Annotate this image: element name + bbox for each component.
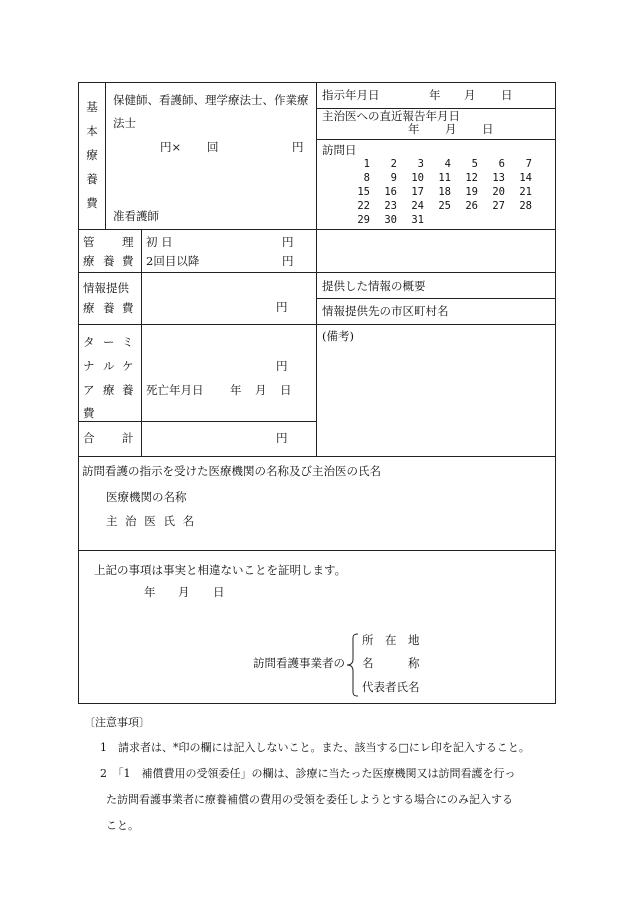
report-month[interactable]: 月 — [445, 122, 457, 136]
calendar-day[interactable]: 2 — [390, 158, 397, 170]
death-day[interactable]: 日 — [280, 383, 292, 397]
calendar-day[interactable]: 4 — [444, 158, 451, 170]
rule — [555, 82, 556, 704]
visit-date-label: 訪問日 — [322, 143, 357, 157]
calendar-day[interactable]: 26 — [465, 200, 478, 212]
first-day-label: 初 日 — [146, 235, 173, 249]
terminal-label-char: 養 — [122, 383, 134, 397]
terminal-label-char: ナ — [83, 359, 95, 373]
calendar-day[interactable]: 3 — [417, 158, 424, 170]
terminal-label-char: ケ — [122, 359, 134, 373]
rule — [78, 421, 317, 422]
instruction-day[interactable]: 日 — [501, 88, 513, 102]
basic-fee-label-char: 基 — [86, 100, 98, 114]
rule — [78, 703, 556, 704]
info-fee-amount[interactable]: 円 — [276, 300, 288, 314]
institution-name-label[interactable]: 医療機関の名称 — [106, 490, 187, 504]
calendar-day[interactable]: 9 — [390, 172, 397, 184]
instruction-year[interactable]: 年 — [429, 88, 441, 102]
management-label-char: 療 — [83, 254, 95, 268]
management-label-char: 管 — [83, 235, 95, 249]
basic-fee-label-char: 療 — [86, 148, 98, 162]
rule — [316, 298, 556, 299]
info-fee-label-line1: 情報提供 — [83, 281, 129, 295]
calendar-day[interactable]: 6 — [498, 158, 505, 170]
representative-field[interactable]: 代表者氏名 — [362, 680, 420, 694]
calendar-day[interactable]: 27 — [492, 200, 505, 212]
death-month[interactable]: 月 — [255, 383, 267, 397]
cert-year[interactable]: 年 — [144, 585, 156, 599]
note-item-2-line1: 2 「1 補償費用の受領委任」の欄は、診療に当たった医療機関又は訪問看護を行っ — [100, 767, 516, 780]
assistant-nurse-label: 准看護師 — [113, 209, 159, 223]
report-date-label: 主治医への直近報告年月日 — [322, 109, 460, 123]
calendar-day[interactable]: 5 — [471, 158, 478, 170]
calendar-day[interactable]: 15 — [357, 186, 370, 198]
management-label-char: 費 — [122, 254, 134, 268]
notes-heading: 〔注意事項〕 — [84, 716, 150, 729]
instruction-date-label: 指示年月日 — [322, 88, 380, 102]
calendar-day[interactable]: 29 — [357, 214, 370, 226]
terminal-label-char: ア — [83, 383, 95, 397]
calendar-day[interactable]: 17 — [411, 186, 424, 198]
calendar-day[interactable]: 28 — [519, 200, 532, 212]
death-date-label: 死亡年月日 — [146, 383, 204, 397]
total-label-char: 合 — [83, 431, 95, 445]
calendar-day[interactable]: 24 — [411, 200, 424, 212]
total-amount[interactable]: 円 — [276, 431, 288, 445]
terminal-label-char: ー — [103, 335, 115, 349]
remarks-label: (備考) — [322, 329, 354, 343]
second-onwards-amount[interactable]: 円 — [282, 254, 294, 268]
cert-day[interactable]: 日 — [213, 585, 225, 599]
instruction-month[interactable]: 月 — [464, 88, 476, 102]
calendar-day[interactable]: 22 — [357, 200, 370, 212]
report-year[interactable]: 年 — [408, 122, 420, 136]
basic-fee-label-char: 養 — [86, 172, 98, 186]
institution-heading: 訪問看護の指示を受けた医療機関の名称及び主治医の氏名 — [82, 464, 381, 478]
info-fee-label-char: 費 — [122, 301, 134, 315]
calendar-day[interactable]: 18 — [438, 186, 451, 198]
calendar-day[interactable]: 20 — [492, 186, 505, 198]
calendar-day[interactable]: 30 — [384, 214, 397, 226]
calendar-day[interactable]: 14 — [519, 172, 532, 184]
calendar-day[interactable]: 10 — [411, 172, 424, 184]
death-year[interactable]: 年 — [230, 383, 242, 397]
brace-icon — [346, 633, 360, 697]
yen-times-field[interactable]: 円× — [160, 140, 182, 154]
calendar-day[interactable]: 21 — [519, 186, 532, 198]
doctor-name-label[interactable]: 主 治 医 氏 名 — [106, 514, 197, 528]
management-label-char: 養 — [103, 254, 115, 268]
calendar-day[interactable]: 1 — [363, 158, 370, 170]
certification-statement: 上記の事項は事実と相違ないことを証明します。 — [94, 563, 347, 577]
calendar-day[interactable]: 19 — [465, 186, 478, 198]
info-city-label: 情報提供先の市区町村名 — [322, 304, 449, 318]
management-label-char: 理 — [122, 235, 134, 249]
terminal-label-char: ル — [103, 359, 115, 373]
calendar-day[interactable]: 8 — [363, 172, 370, 184]
rule — [78, 272, 556, 273]
rule — [78, 324, 556, 325]
info-summary-label: 提供した情報の概要 — [322, 279, 426, 293]
calendar-day[interactable]: 25 — [438, 200, 451, 212]
cert-month[interactable]: 月 — [178, 585, 190, 599]
basic-fee-amount-field[interactable]: 円 — [292, 140, 304, 154]
calendar-day[interactable]: 11 — [438, 172, 451, 184]
name-field[interactable]: 名 称 — [362, 656, 420, 670]
calendar-day[interactable]: 7 — [525, 158, 532, 170]
note-item-1: 1 請求者は、*印の欄には記入しないこと。また、該当する□にレ印を記入すること。 — [100, 741, 530, 754]
note-item-2-line2: た訪問看護事業者に療養補償の費用の受領を委任しようとする場合にのみ記入する — [106, 793, 513, 806]
info-fee-label-char: 療 — [83, 301, 95, 315]
terminal-label-char: ミ — [122, 335, 134, 349]
rule — [78, 82, 79, 704]
address-field[interactable]: 所 在 地 — [362, 633, 420, 647]
rule — [105, 82, 106, 229]
staff-types-line2: 法士 — [113, 116, 136, 130]
basic-fee-label-char: 本 — [86, 124, 98, 138]
rule — [78, 550, 556, 551]
total-label-char: 計 — [122, 431, 134, 445]
calendar-day[interactable]: 31 — [411, 214, 424, 226]
second-onwards-label: 2回目以降 — [146, 254, 200, 268]
terminal-fee-amount[interactable]: 円 — [276, 359, 288, 373]
visit-count-field[interactable]: 回 — [207, 140, 219, 154]
rule — [78, 229, 556, 230]
rule — [78, 456, 556, 457]
calendar-day[interactable]: 16 — [384, 186, 397, 198]
calendar-day[interactable]: 12 — [465, 172, 478, 184]
rule — [78, 82, 556, 83]
info-fee-label-char: 養 — [103, 301, 115, 315]
calendar-day[interactable]: 13 — [492, 172, 505, 184]
rule — [316, 139, 556, 140]
terminal-label-char: タ — [83, 335, 95, 349]
basic-fee-label-char: 費 — [86, 196, 98, 210]
operator-label: 訪問看護事業者の — [253, 656, 345, 670]
terminal-label-char: 療 — [103, 383, 115, 397]
terminal-label-char: 費 — [83, 406, 95, 420]
staff-types-line1: 保健師、看護師、理学療法士、作業療 — [113, 93, 309, 107]
report-day[interactable]: 日 — [482, 122, 494, 136]
first-day-amount[interactable]: 円 — [282, 235, 294, 249]
calendar-day[interactable]: 23 — [384, 200, 397, 212]
note-item-2-line3: こと。 — [106, 819, 139, 832]
